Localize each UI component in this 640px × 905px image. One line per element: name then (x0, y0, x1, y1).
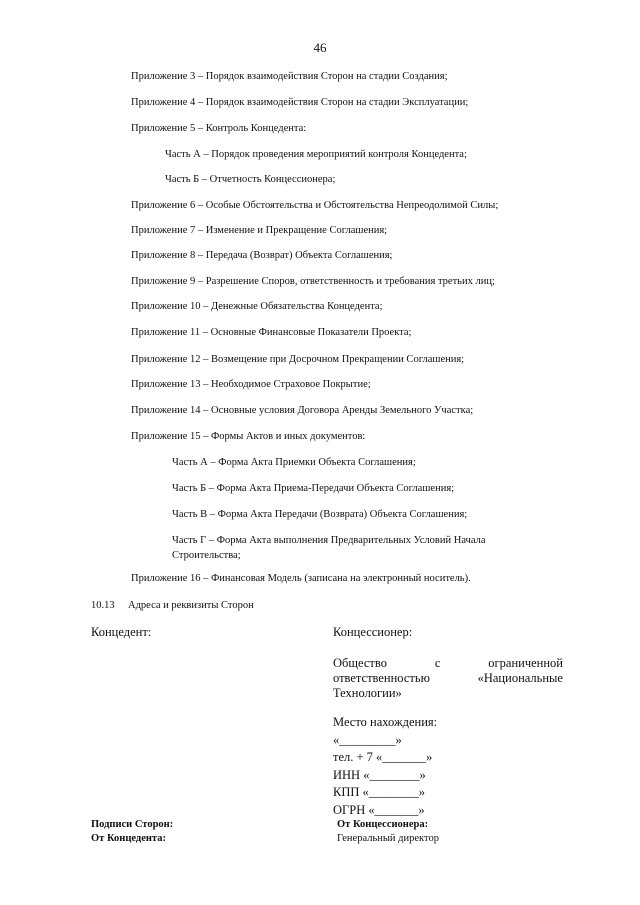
annex-item: Приложение 15 – Формы Актов и иных документов: (131, 431, 366, 442)
annex-item: Приложение 7 – Изменение и Прекращение Соглашения; (131, 225, 388, 236)
section-title: Адреса и реквизиты Сторон (128, 600, 254, 611)
annex-part-item: Часть В – Форма Акта Передачи (Возврата) Объекта Соглашения; (172, 509, 468, 520)
name-line (333, 656, 563, 671)
concessionaire-details (333, 714, 437, 819)
signatures-concessionaire-block (337, 818, 439, 846)
name-line (333, 671, 563, 686)
kpp: КПП «________» (333, 785, 426, 799)
name-line: Технологии» (333, 686, 402, 700)
name-word: «Национальные (477, 671, 563, 685)
concessionaire-label: Концессионер: (333, 625, 413, 639)
annex-item: Приложение 11 – Основные Финансовые Показатели Проекта; (131, 327, 412, 338)
name-word: Общество (333, 656, 387, 670)
annex-item: Приложение 10 – Денежные Обязательства Концедента; (131, 301, 383, 312)
concessionaire-name (333, 656, 563, 701)
annex-part-item: Часть Г – Форма Акта выполнения Предварительных Условий Начала Строительства; (172, 535, 486, 561)
annex-part-item: Часть Б – Отчетность Концессионера; (165, 174, 336, 185)
annex-item: Приложение 6 – Особые Обстоятельства и Обстоятельства Непреодолимой Силы; (131, 200, 499, 211)
annex-item: Приложение 16 – Финансовая Модель (записана на электронный носитель). (131, 573, 471, 584)
annex-item: Приложение 13 – Необходимое Страховое Покрытие; (131, 379, 371, 390)
name-word: ограниченной (488, 656, 563, 670)
annex-item: Приложение 14 – Основные условия Договора Аренды Земельного Участка; (131, 405, 474, 416)
location-label: Место нахождения: (333, 715, 438, 729)
annex-part-item: Часть А – Порядок проведения мероприятий контроля Концедента; (165, 149, 467, 160)
signatures-title: Подписи Сторон: (91, 819, 174, 830)
annex-item: Приложение 9 – Разрешение Споров, ответственность и требования третьих лиц; (131, 276, 495, 287)
annex-item: Приложение 5 – Контроль Концедента: (131, 123, 307, 134)
annex-part-item: Часть А – Форма Акта Приемки Объекта Соглашения; (172, 457, 416, 468)
inn: ИНН «________» (333, 767, 426, 782)
annex-item: Приложение 3 – Порядок взаимодействия Сторон на стадии Создания; (131, 71, 448, 82)
grantor-signature-label: От Концедента: (91, 833, 166, 844)
concessionaire-position: Генеральный директор (337, 833, 439, 844)
annex-item: Приложение 4 – Порядок взаимодействия Сторон на стадии Эксплуатации; (131, 97, 469, 108)
annex-part-item: Часть Б – Форма Акта Приема-Передачи Объекта Соглашения; (172, 483, 455, 494)
annex-item: Приложение 12 – Возмещение при Досрочном Прекращении Соглашения; (131, 354, 465, 365)
ogrn: ОГРН «_______» (333, 802, 425, 817)
phone: тел. + 7 «_______» (333, 750, 433, 764)
location-value: «_________» (333, 732, 402, 747)
section-number: 10.13 (91, 600, 115, 611)
section-heading (91, 600, 254, 611)
grantor-label: Концедент: (91, 625, 152, 639)
page-number: 46 (313, 40, 327, 55)
annex-item: Приложение 8 – Передача (Возврат) Объекта Соглашения; (131, 250, 393, 261)
concessionaire-signature-label: От Концессионера: (337, 819, 429, 830)
name-word: ответственностью (333, 671, 430, 685)
signatures-grantor-block (91, 818, 173, 846)
name-word: с (434, 656, 441, 670)
